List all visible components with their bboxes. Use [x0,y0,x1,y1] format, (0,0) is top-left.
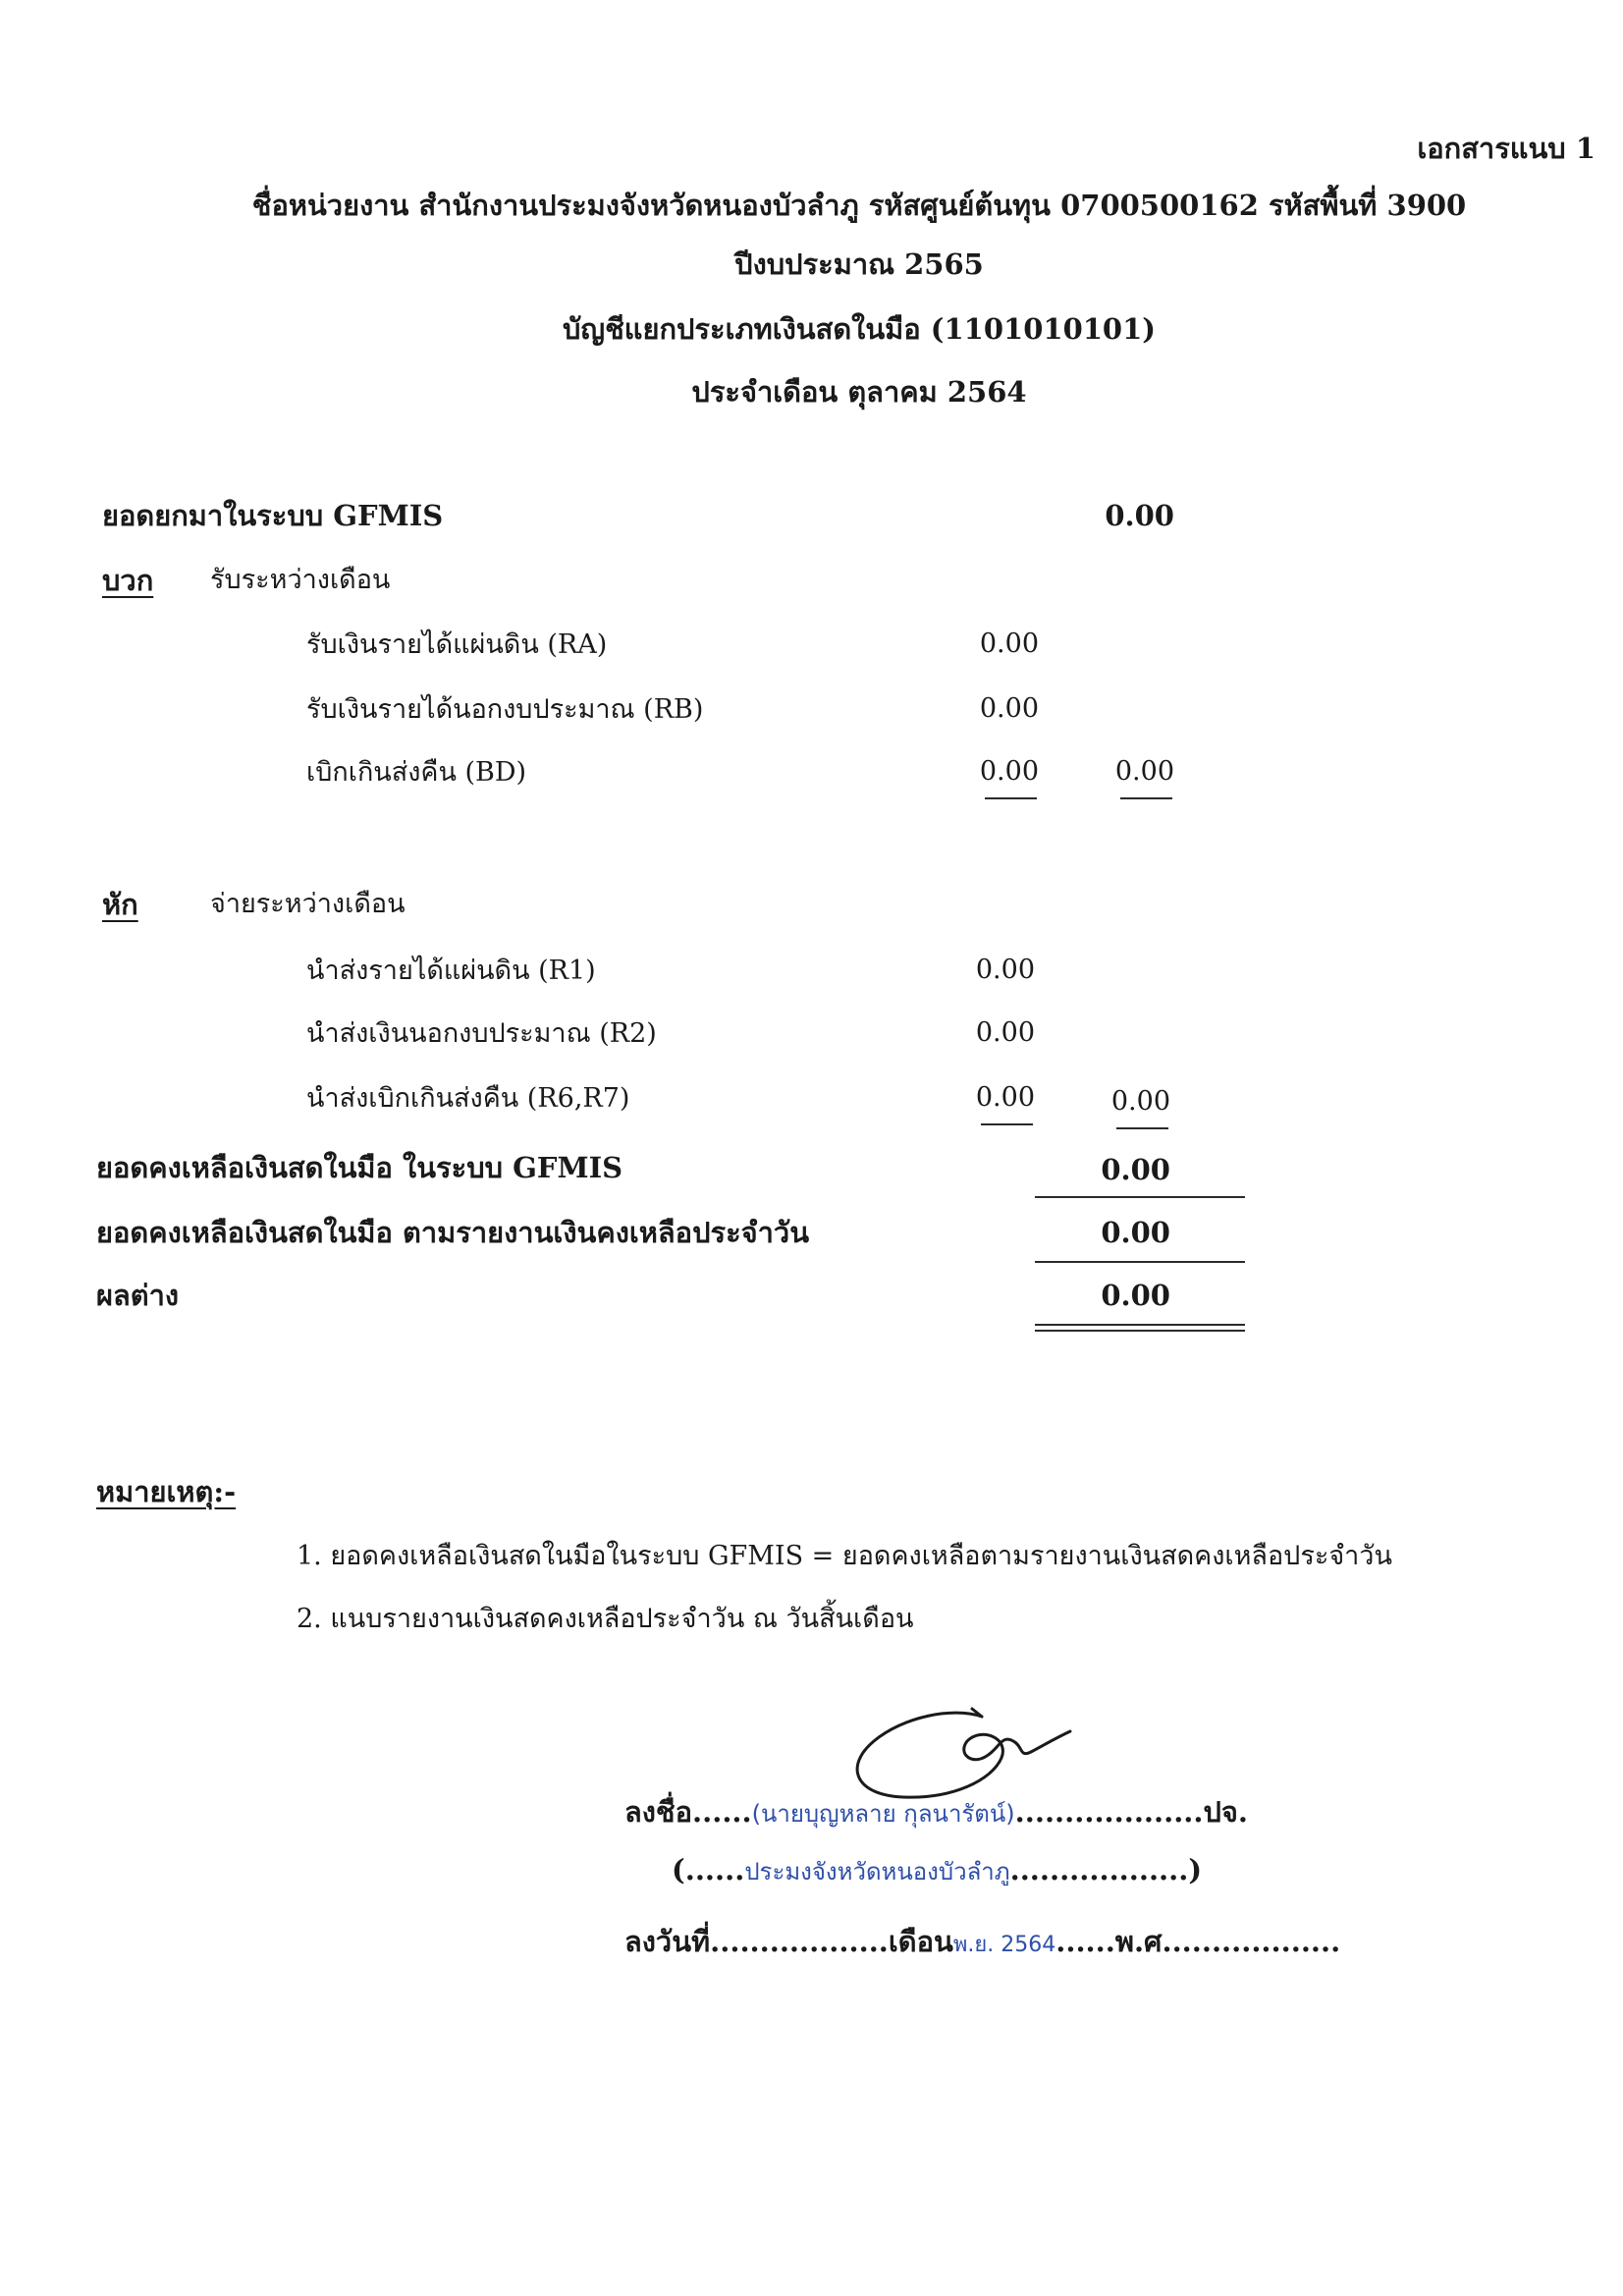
date-dots: .................. [710,1925,889,1958]
less-item-amount: 0.00 [975,1082,1035,1113]
date-value: พ.ย. 2564 [952,1933,1056,1957]
add-item-label: เบิกเกินส่งคืน (BD) [306,757,527,788]
less-item-label: นำส่งเงินนอกงบประมาณ (R2) [306,1018,657,1049]
sign-dots-leading: ...... [692,1795,752,1829]
sign-suffix: .ปจ. [1193,1795,1248,1829]
less-item-label: นำส่งรายได้แผ่นดิน (R1) [306,956,596,986]
signature-line [624,1789,1248,1834]
add-tag: บวก [102,564,154,597]
signer-position: ประมงจังหวัดหนองบัวลำภู [744,1858,1010,1886]
less-item-amount: 0.00 [975,1017,1035,1048]
add-section-title: รับระหว่างเดือน [210,565,391,595]
less-total-rule [1116,1127,1168,1129]
header-account-title: บัญชีแยกประเภทเงินสดในมือ (1101010101) [562,312,1156,346]
summary-difference-amount: 0.00 [1101,1279,1170,1312]
position-dots-trailing: .................. [1009,1853,1189,1886]
header-fiscal-year: ปีงบประมาณ 2565 [734,247,984,281]
position-dots-leading: ...... [684,1853,745,1886]
summary-difference-label: ผลต่าง [96,1279,180,1312]
less-section-total: 0.00 [1110,1086,1170,1117]
summary-rule [1035,1261,1245,1263]
opening-balance-label: ยอดยกมาในระบบ GFMIS [102,499,444,532]
less-subtotal-rule [981,1123,1033,1125]
date-prefix: ลงวันที่ [624,1925,711,1958]
add-subtotal-rule [985,797,1037,799]
summary-daily-amount: 0.00 [1101,1216,1170,1249]
paren-close: ) [1188,1853,1203,1886]
add-total-rule [1120,797,1172,799]
date-dots-trailing: ...... [1055,1925,1115,1958]
summary-gfmis-amount: 0.00 [1101,1153,1170,1186]
header-unit-line: ชื่อหน่วยงาน สำนักงานประมงจังหวัดหนองบัวลำภู รหัสศูนย์ต้นทุน 0700500162 รหัสพื้นที่ 3900 [251,189,1467,222]
attachment-label: เอกสารแนบ 1 [1417,132,1596,165]
less-section-title: จ่ายระหว่างเดือน [210,889,406,919]
opening-balance-total: 0.00 [1105,499,1174,532]
add-section-total: 0.00 [1114,756,1174,787]
add-item-label: รับเงินรายได้นอกงบประมาณ (RB) [306,694,704,725]
add-item-label: รับเงินรายได้แผ่นดิน (RA) [306,629,608,660]
signer-name: (นายบุญหลาย กุลนารัตน์) [751,1800,1015,1828]
less-tag: หัก [102,888,138,921]
date-suffix: พ.ศ [1114,1925,1163,1958]
sign-dots-trailing: .................. [1014,1795,1194,1829]
date-line [624,1919,1340,1964]
position-line [672,1852,1202,1890]
less-item-label: นำส่งเบิกเกินส่งคืน (R6,R7) [306,1083,630,1114]
add-item-amount: 0.00 [979,693,1039,724]
summary-gfmis-label: ยอดคงเหลือเงินสดในมือ ในระบบ GFMIS [96,1151,623,1184]
summary-daily-label: ยอดคงเหลือเงินสดในมือ ตามรายงานเงินคงเหลือประจำวัน [96,1216,810,1249]
paren-open: ( [672,1853,685,1886]
add-item-amount: 0.00 [979,629,1039,659]
note-item: 2. แนบรายงานเงินสดคงเหลือประจำวัน ณ วันสิ้นเดือน [297,1604,914,1634]
less-item-amount: 0.00 [975,955,1035,985]
double-underline-bottom [1035,1330,1245,1332]
notes-title: หมายเหตุ:- [96,1475,237,1508]
date-dots-end: .................. [1162,1925,1341,1958]
summary-rule [1035,1196,1245,1198]
header-month: ประจำเดือน ตุลาคม 2564 [691,375,1027,409]
date-month-label: เดือน [888,1925,953,1958]
note-item: 1. ยอดคงเหลือเงินสดในมือในระบบ GFMIS = ยอดคงเหลือตามรายงานเงินสดคงเหลือประจำวัน [297,1541,1392,1571]
double-underline-top [1035,1324,1245,1326]
add-item-amount: 0.00 [979,756,1039,787]
sign-prefix: ลงชื่อ [624,1795,693,1829]
